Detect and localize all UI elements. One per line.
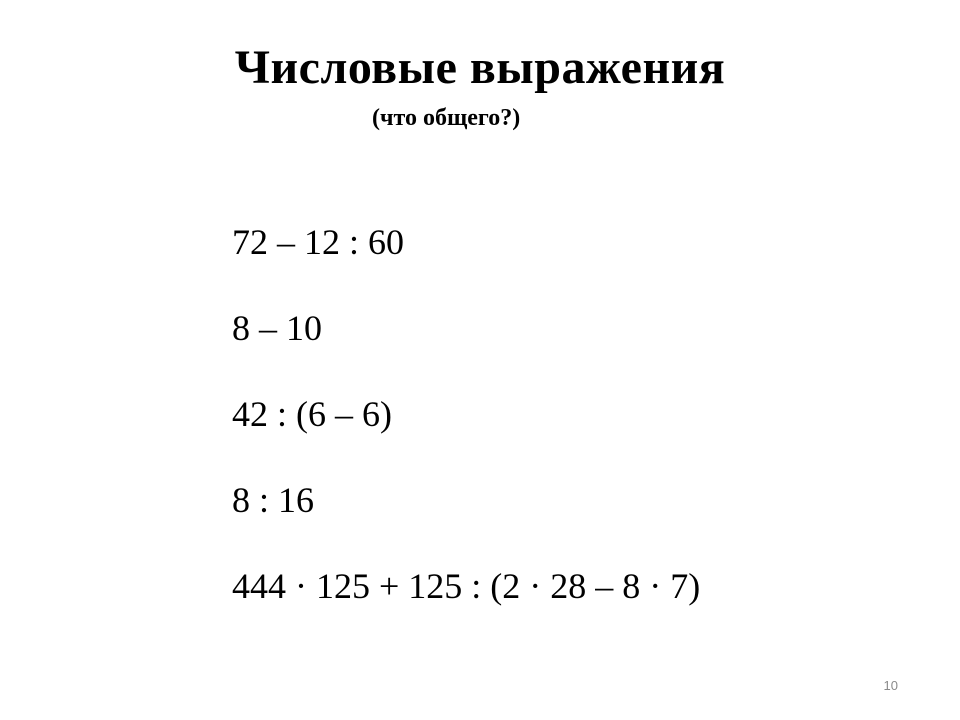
expression-list — [232, 212, 700, 616]
slide-subtitle: (что общего?) — [372, 105, 521, 131]
page-number: 10 — [883, 678, 898, 693]
expression-item: 8 : 16 — [232, 480, 315, 520]
expression-item: 72 – 12 : 60 — [232, 222, 405, 262]
expression-item: 42 : (6 – 6) — [232, 394, 392, 434]
slide-title: Числовые выражения — [234, 41, 726, 94]
expression-item: 444 · 125 + 125 : (2 · 28 – 8 · 7) — [232, 566, 701, 606]
expression-item: 8 – 10 — [232, 308, 322, 348]
